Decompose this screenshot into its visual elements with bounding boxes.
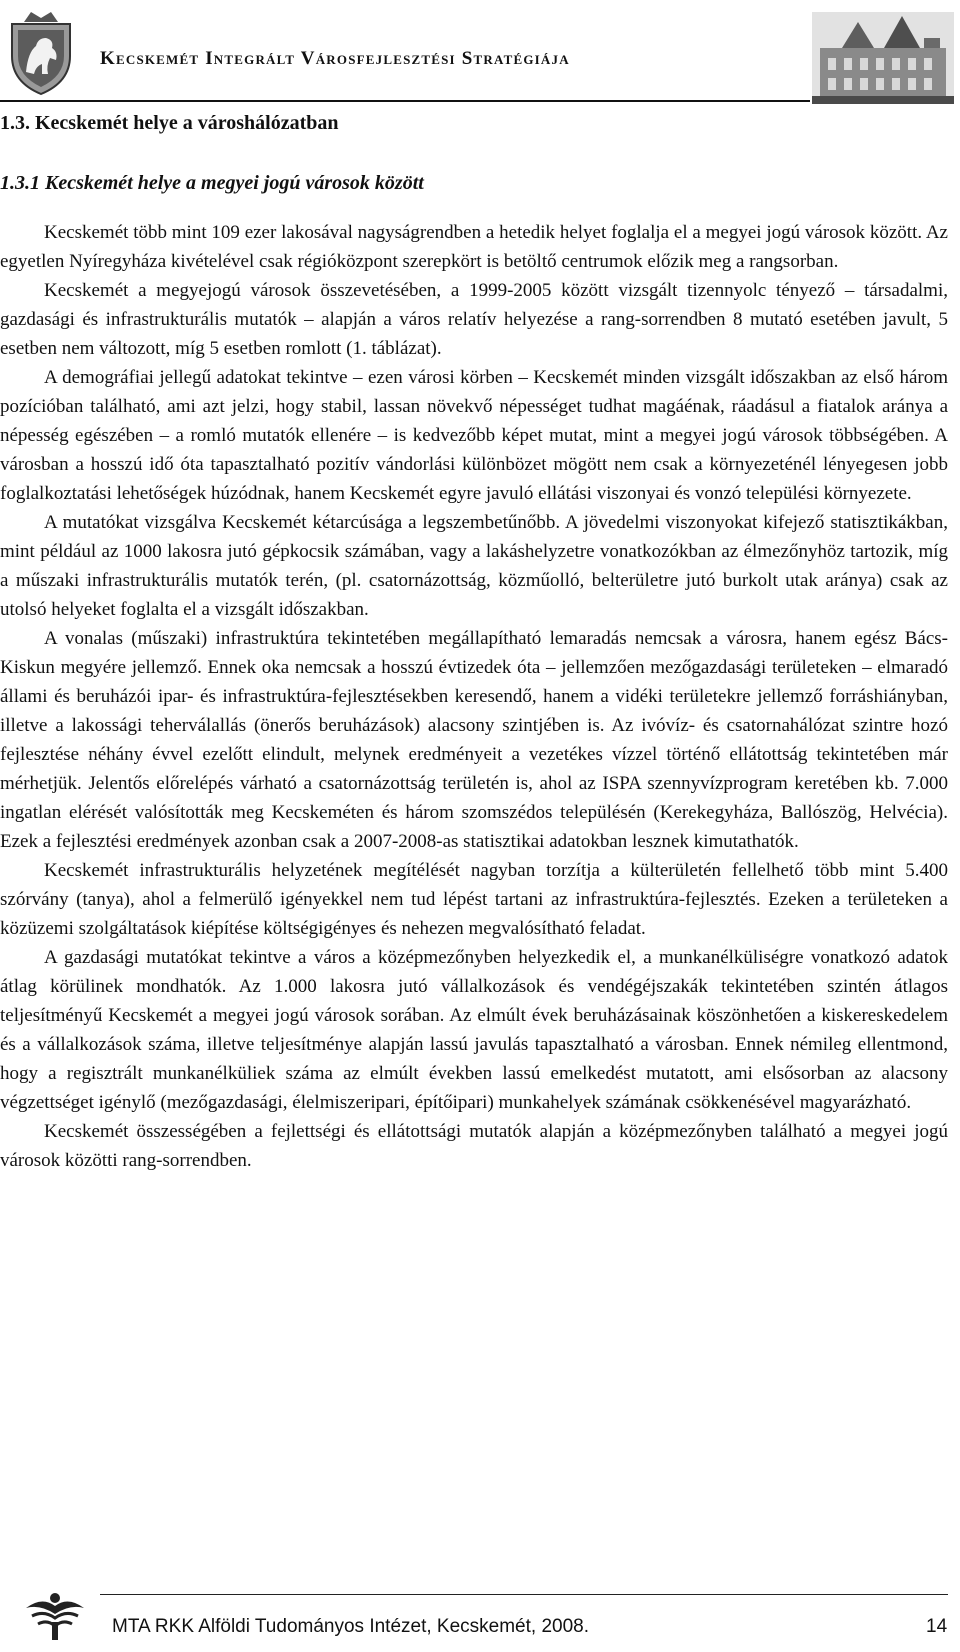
institute-logo-icon [22,1586,88,1642]
page-footer [0,1582,960,1652]
paragraph: A gazdasági mutatókat tekintve a város a középmezőnyben helyezkedik el, a munkanélküliségre vonatkozó adatok átlag körülinek mondhatók. Az 1.000 lakosra jutó vállalkozások és vendégéjszakák tekintetében szintén átlagos teljesítményű Kecskemét a megyei jogú városok sorában. Az elmúlt évek beruházásainak köszönhetően a kiskereskedelem és a vállalkozások száma, illetve teljesítménye alapján lassú javulás tapasztalható a városban. Ennek némileg ellentmond, hogy a regisztrált munkanélküliek száma az elmúlt években lassú emelkedést mutatott, ami elsősorban az alacsony végzettséget igénylő (mezőgazdasági, élelmiszeripari, építőipari) munkahelyek számának csökkenésével magyarázható. [0,947,948,1113]
paragraph: Kecskemét a megyejogú városok összevetésében, a 1999-2005 között vizsgált tizennyolc tényező – társadalmi, gazdasági és infrastrukturális mutatók – alapján a város relatív helyezése a rang-sorrendben 8 mutató esetében javult, 5 esetben nem változott, míg 5 esetben romlott (1. táblázat). [0,280,948,359]
city-hall-photo [812,12,954,104]
footer-divider [100,1594,948,1595]
city-coat-of-arms-icon [4,8,78,96]
page-number: 14 [926,1616,948,1637]
document-title: Kecskemét Integrált Városfejlesztési Stratégiája [100,48,570,69]
section-heading: 1.3. Kecskemét helye a városhálózatban [0,112,339,134]
page-header [0,0,960,106]
subsection-heading: 1.3.1 Kecskemét helye a megyei jogú városok között [0,172,424,194]
paragraph: Kecskemét összességében a fejlettségi és ellátottsági mutatók alapján a középmezőnyben található a megyei jogú városok közötti rang-sorrendben. [0,1121,948,1171]
footer-institution: MTA RKK Alföldi Tudományos Intézet, Kecskemét, 2008. [112,1616,589,1637]
paragraph: A demográfiai jellegű adatokat tekintve – ezen városi körben – Kecskemét minden vizsgált időszakban az első három pozícióban található, ami azt jelzi, hogy stabil, lassan növekvő népességet tudhat magáénak, ráadásul a fiatalok aránya a népesség egészében – a romló mutatók ellenére – is kedvezőbb képet mutat, mint a megyei jogú városok többségében. A városban a hosszú idő óta tapasztalható pozitív vándorlási különbözet mögött nem csak a környezeténél lényegesen jobb foglalkoztatási lehetőségek húzódnak, hanem Kecskemét egyre javuló ellátási viszonyai és vonzó települési környezete. [0,367,948,504]
paragraph: Kecskemét infrastrukturális helyzetének megítélését nagyban torzítja a külterületén fellelhető több mint 5.400 szórvány (tanya), ahol a felmerülő igényekkel nem tud lépést tartani az infrastruktúra-fejlesztés. Ezeken a területeken a közüzemi szolgáltatások kiépítése költségigényes és nehezen megvalósítható feladat. [0,860,948,939]
paragraph: Kecskemét több mint 109 ezer lakosával nagyságrendben a hetedik helyet foglalja el a megyei jogú városok között. Az egyetlen Nyíregyháza kivételével csak régióközpont szerepkört is betöltő centrumok előzik meg a rangsorban. [0,222,948,272]
main-content [0,108,948,1175]
header-divider [0,100,810,102]
paragraph: A vonalas (műszaki) infrastruktúra tekintetében megállapítható lemaradás nemcsak a városra, hanem egész Bács-Kiskun megyére jellemző. Ennek oka nemcsak a hosszú évtizedek óta – jellemzően mezőgazdasági területeken – elmaradó állami és beruházói ipar- és infrastruktúra-fejlesztésekben keresendő, hanem a vidéki területekre jellemző forráshiányban, illetve a lakossági teherválallás (önerős beruházások) alacsony szintjében is. Az ivóvíz- és csatornahálózat szintre hozó fejlesztése néhány évvel ezelőtt elindult, melynek eredményeit a vezetékes vízzel történő ellátottság tekintetében már mérhetjük. Jelentős előrelépés várható a csatornázottság területén is, ahol az ISPA szennyvízprogram keretében kb. 7.000 ingatlan elérését valósították meg Kecskeméten és három szomszédos településén (Kerekegyháza, Ballószög, Helvécia). Ezek a fejlesztési eredmények azonban csak a 2007-2008-as statisztikai adatokban lesznek kimutathatók. [0,628,948,852]
paragraph: A mutatókat vizsgálva Kecskemét kétarcúsága a legszembetűnőbb. A jövedelmi viszonyokat kifejező statisztikákban, mint például az 1000 lakosra jutó gépkocsik számában, vagy a lakáshelyzetre vonatkozókban az élmezőnyhöz tartozik, míg a műszaki infrastrukturális mutatók terén, (pl. csatornázottság, közműolló, belterületre jutó burkolt utak aránya) csak az utolsó helyeket foglalta el a vizsgált időszakban. [0,512,948,620]
